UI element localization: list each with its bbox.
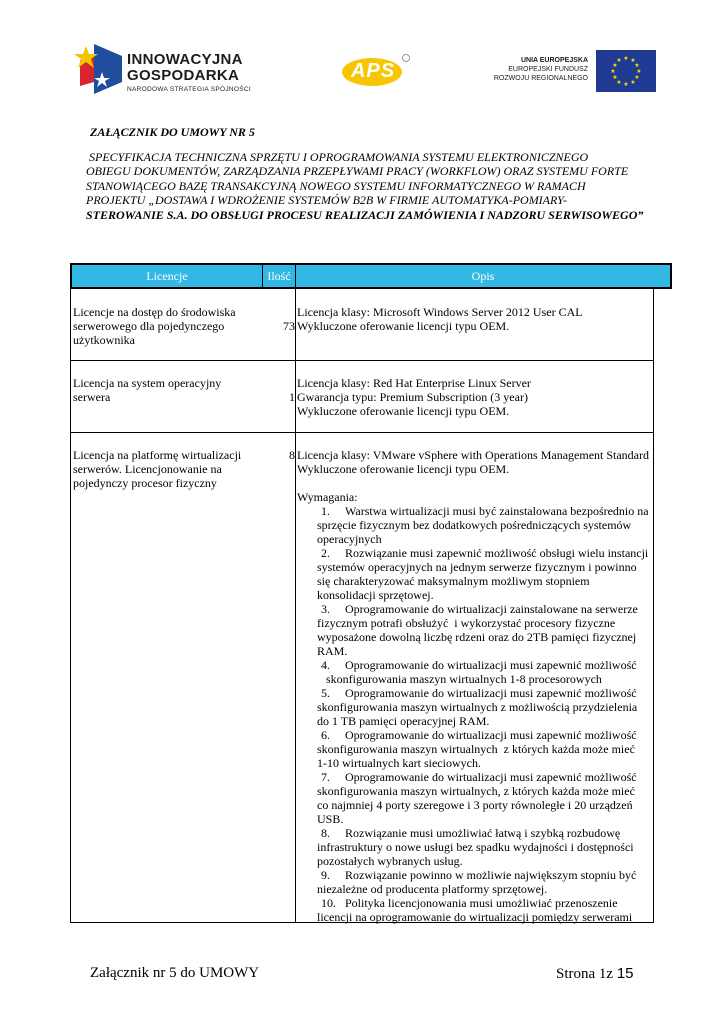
license-name-line: serwerów. Licencjonowanie na [73,462,222,476]
license-qty: 8 [289,448,295,462]
requirement-line: skonfigurowania maszyn wirtualnych, z których każda może mieć [317,784,635,798]
requirement-line: Rozwiązanie powinno w możliwie największym stopniu być [345,868,637,882]
requirement-number: 2. [321,546,330,560]
column-divider [295,433,296,922]
requirement-line: fizycznym potrafi obsłużyć i wykorzystać procesory fizyczne [317,616,616,630]
svg-text:★: ★ [630,79,636,86]
requirement-number: 7. [321,770,330,784]
license-name-line: Licencja na platformę wirtualizacji [73,448,242,462]
attachment-title: ZAŁĄCZNIK DO UMOWY NR 5 [90,125,255,139]
requirement-item [317,826,653,868]
eu-line-2: EUROPEJSKI FUNDUSZ [508,66,588,73]
description-line: Gwarancja typu: Premium Subscription (3 year) [297,390,528,404]
description-line: Licencja klasy: Red Hat Enterprise Linux Server [297,376,531,390]
requirement-item [317,602,653,658]
requirement-line: systemów operacyjnych na jednym serwerze fizycznym i powinno [317,560,637,574]
svg-text:★: ★ [616,57,622,64]
table-row [70,289,654,361]
requirement-item [317,686,653,728]
requirement-item [317,546,653,602]
license-name-line: serwerowego dla pojedynczego [73,319,225,333]
spec-line: SPECYFIKACJA TECHNICZNA SPRZĘTU I OPROGRAMOWANIA SYSTEMU ELEKTRONICZNEGO [86,150,589,164]
svg-text:★: ★ [616,79,622,86]
header-opis: Opis [471,269,495,283]
svg-text:★: ★ [612,74,618,81]
requirement-number: 3. [321,602,330,616]
requirement-line: Warstwa wirtualizacji musi być zainstalowana bezpośrednio na [345,504,649,518]
requirement-line: niezależne od producenta platformy sprzętowej. [317,882,548,896]
requirement-line: Oprogramowanie do wirtualizacji musi zapewnić możliwość [345,658,637,672]
requirement-item [317,896,653,924]
license-name-line: serwera [73,390,111,404]
header-licencje: Licencje [146,269,188,283]
requirement-item [317,728,653,770]
license-description [297,305,657,333]
requirement-number: 5. [321,686,330,700]
requirement-line: Oprogramowanie do wirtualizacji musi zapewnić możliwość [345,728,637,742]
logo-subtitle: NARODOWA STRATEGIA SPÓJNOŚCI [127,86,251,93]
requirement-item [317,658,653,686]
column-divider [295,289,296,360]
spec-line: STANOWIĄCEGO BAZĘ TRANSAKCYJNĄ NOWEGO SYSTEMU INFORMATYCZNEGO W RAMACH [86,178,586,193]
requirement-line: skonfigurowania maszyn wirtualnych z których każda może mieć [317,742,635,756]
description-line: Licencja klasy: Microsoft Windows Server 2012 User CAL [297,305,583,319]
svg-text:★: ★ [630,57,636,64]
requirements-label: Wymagania: [297,490,358,504]
requirement-line: 1-10 wirtualnych kart sieciowych. [317,756,481,770]
requirement-line: Rozwiązanie musi zapewnić możliwość obsługi wielu instancji [345,546,649,560]
table-row [70,361,654,433]
footer-attachment-label: Załącznik nr 5 do UMOWY [90,965,260,981]
header-ilosc: Ilość [262,265,296,287]
description-line: Wykluczone oferowanie licencji typu OEM. [297,404,510,418]
requirement-line: licencji na oprogramowanie do wirtualizacji pomiędzy serwerami [317,910,633,924]
eu-logo [488,50,658,92]
svg-text:★: ★ [612,62,618,69]
requirement-number: 8. [321,826,330,840]
logo-word-1: INNOWACYJNA [127,51,243,68]
requirement-line: Polityka licencjonowania musi umożliwiać przenoszenie [345,896,618,910]
svg-text:★: ★ [636,68,642,75]
innowacyjna-gospodarka-logo [72,42,282,98]
requirement-line: Oprogramowanie do wirtualizacji musi zapewnić możliwość [345,686,637,700]
requirement-line: co najmniej 4 porty szeregowe i 3 porty równoległe i 20 urządzeń [317,798,633,812]
license-name [73,305,259,347]
svg-text:★: ★ [623,55,629,62]
requirement-number: 4. [321,658,330,672]
table-row [70,433,654,923]
license-description [297,448,657,476]
requirement-number: 6. [321,728,330,742]
requirement-number: 1. [321,504,330,518]
license-name-line: Licencja na system operacyjny [73,376,222,390]
eu-flag-icon [596,50,656,92]
license-name-line: użytkownika [73,333,135,347]
license-name [73,376,259,404]
requirement-line: skonfigurowania maszyn wirtualnych z możliwością przydzielenia [317,700,638,714]
requirement-item [317,868,653,896]
spec-line: OBIEGU DOKUMENTÓW, ZARZĄDZANIA PRZEPŁYWAMI PRACY (WORKFLOW) ORAZ SYSTEMU FORTE [86,164,629,179]
requirement-item [317,770,653,826]
license-name-line: Licencje na dostęp do środowiska [73,305,236,319]
svg-text:★: ★ [610,68,616,75]
requirement-line: do 1 TB pamięci operacyjnej RAM. [317,714,490,728]
requirement-line: konsolidacji sprzętowej. [317,588,434,602]
requirement-line: skonfigurowania maszyn wirtualnych 1-8 procesorowych [317,672,602,686]
requirement-line: Rozwiązanie musi umożliwiać łatwą i szybką rozbudowę [345,826,621,840]
svg-text:★: ★ [634,62,640,69]
svg-text:★: ★ [634,74,640,81]
svg-text:★: ★ [623,81,629,88]
aps-logo [340,52,412,88]
requirement-line: wyposażone dowolną liczbę rdzeni oraz do 2TB pamięci fizycznej [317,630,637,644]
license-description [297,376,657,418]
requirement-line: Oprogramowanie do wirtualizacji zainstalowane na serwerze [345,602,638,616]
specification-title [86,150,646,222]
column-divider [295,361,296,432]
requirement-number: 10. [321,896,336,910]
requirement-line: pozostałych wybranych usług. [317,854,463,868]
requirements-list [317,504,653,924]
requirement-line: operacyjnych [317,532,382,546]
table-header [70,263,672,289]
eu-line-1: UNIA EUROPEJSKA [520,57,588,64]
requirement-line: RAM. [317,644,348,658]
description-line: Wykluczone oferowanie licencji typu OEM. [297,319,510,333]
requirement-line: infrastruktury o nowe usługi bez spadku wydajności i dostępności [317,840,634,854]
requirement-line: się charakteryzować maksymalnym możliwym stopniem [317,574,590,588]
eu-logo-text [488,56,588,83]
license-qty: 1 [289,390,295,404]
aps-logo-text: APS [350,60,396,82]
footer-page-number [556,965,634,983]
requirement-line: sprzęcie fizycznym bez dodatkowych pośredniczących systemów [317,518,632,532]
license-name [73,448,259,490]
ig-flag-icon [72,42,124,98]
page-prefix: Strona 1z [556,966,617,982]
description-line: Licencja klasy: VMware vSphere with Operations Management Standard [297,448,650,462]
description-line: Wykluczone oferowanie licencji typu OEM. [297,462,510,476]
requirement-line: USB. [317,812,344,826]
license-qty: 73 [283,319,295,333]
page-total: 15 [616,965,634,982]
spec-line: PROJEKTU „DOSTAWA I WDROŻENIE SYSTEMÓW B2B W FIRMIE AUTOMATYKA-POMIARY- [86,193,567,208]
requirement-item [317,504,653,546]
logo-word-2: GOSPODARKA [127,67,240,84]
eu-line-3: ROZWOJU REGIONALNEGO [493,75,588,82]
requirement-line: Oprogramowanie do wirtualizacji musi zapewnić możliwość [345,770,637,784]
requirement-number: 9. [321,868,330,882]
license-name-line: pojedynczy procesor fizyczny [73,476,217,490]
spec-line: STEROWANIE S.A. DO OBSŁUGI PROCESU REALIZACJI ZAMÓWIENIA I NADZORU SERWISOWEGO” [86,207,644,222]
